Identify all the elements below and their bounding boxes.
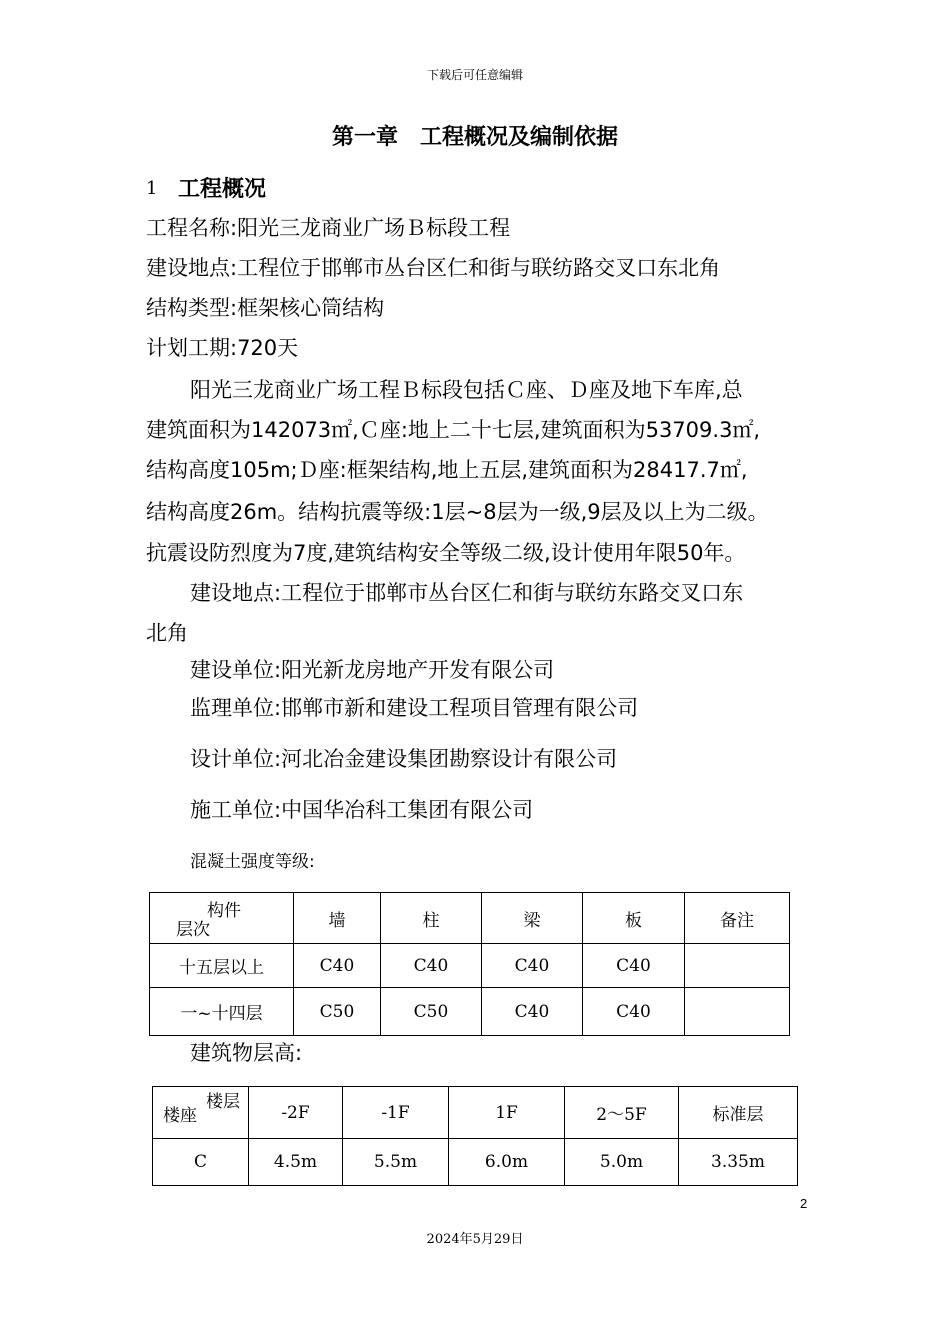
info-project-name: 工程名称:阳光三龙商业广场Ｂ标段工程 [146,216,511,240]
page-number: 2 [800,1196,808,1211]
unit-contractor: 施工单位:中国华冶科工集团有限公司 [190,798,534,822]
column-header: 墙 [294,893,381,944]
column-header: 柱 [381,893,482,944]
location-line: 北角 [146,621,188,645]
header-note: 下载后可任意编辑 [426,68,523,82]
concrete-label: 混凝土强度等级: [190,852,315,872]
corner-bottom-label: 层次 [176,920,210,940]
table-cell: 一~十四层 [150,988,294,1036]
corner-bottom-label: 楼座 [163,1106,197,1126]
table-cell: C40 [583,988,685,1036]
info-duration: 计划工期:720天 [146,336,299,360]
column-header: -2F [249,1087,343,1139]
table-cell: 十五层以上 [150,944,294,988]
table-cell: 3.35m [679,1139,798,1186]
location-line: 建设地点:工程位于邯郸市丛台区仁和街与联纺东路交叉口东 [190,581,744,605]
table-row [150,944,790,988]
table-cell: C40 [482,944,583,988]
paragraph-line: 阳光三龙商业广场工程Ｂ标段包括Ｃ座、Ｄ座及地下车库,总 [190,378,743,402]
chapter-title: 第一章 工程概况及编制依据 [331,125,618,150]
height-label: 建筑物层高: [190,1041,303,1065]
table-cell [685,988,790,1036]
concrete-grade-table [149,892,790,1036]
table-corner-cell [150,893,294,944]
table-row [150,988,790,1036]
table-cell: C40 [482,988,583,1036]
column-header: 标准层 [679,1087,798,1139]
table-cell: C40 [583,944,685,988]
section-number: 1 [146,178,158,199]
paragraph-line: 结构高度26m。结构抗震等级:1层~8层为一级,9层及以上为二级。 [146,500,769,524]
unit-supervisor: 监理单位:邯郸市新和建设工程项目管理有限公司 [190,696,639,720]
table-cell: C40 [381,944,482,988]
table-cell: C50 [381,988,482,1036]
corner-top-label: 楼层 [206,1092,240,1112]
section-title: 工程概况 [178,177,267,202]
column-header: 1F [449,1087,565,1139]
column-header: 板 [583,893,685,944]
info-structure-type: 结构类型:框架核心筒结构 [146,296,385,320]
table-cell: 4.5m [249,1139,343,1186]
table-cell [685,944,790,988]
paragraph-line: 建筑面积为142073㎡,Ｃ座:地上二十七层,建筑面积为53709.3㎡, [146,418,761,442]
unit-owner: 建设单位:阳光新龙房地产开发有限公司 [190,658,555,682]
info-location: 建设地点:工程位于邯郸市丛台区仁和街与联纺路交叉口东北角 [146,256,721,280]
table-row [153,1139,798,1186]
table-cell: 5.0m [565,1139,679,1186]
table-cell: C50 [294,988,381,1036]
table-corner-cell [153,1087,249,1139]
column-header: 梁 [482,893,583,944]
floor-height-table [152,1086,798,1186]
table-cell: C [153,1139,249,1186]
unit-designer: 设计单位:河北冶金建设集团勘察设计有限公司 [190,747,618,771]
paragraph-line: 结构高度105m;Ｄ座:框架结构,地上五层,建筑面积为28417.7㎡, [146,458,748,482]
footer-date: 2024年5月29日 [426,1232,524,1247]
corner-top-label: 构件 [207,901,241,921]
column-header: 2～5F [565,1087,679,1139]
column-header: -1F [343,1087,449,1139]
table-cell: 5.5m [343,1139,449,1186]
table-cell: C40 [294,944,381,988]
column-header: 备注 [685,893,790,944]
paragraph-line: 抗震设防烈度为7度,建筑结构安全等级二级,设计使用年限50年。 [146,541,746,565]
table-cell: 6.0m [449,1139,565,1186]
